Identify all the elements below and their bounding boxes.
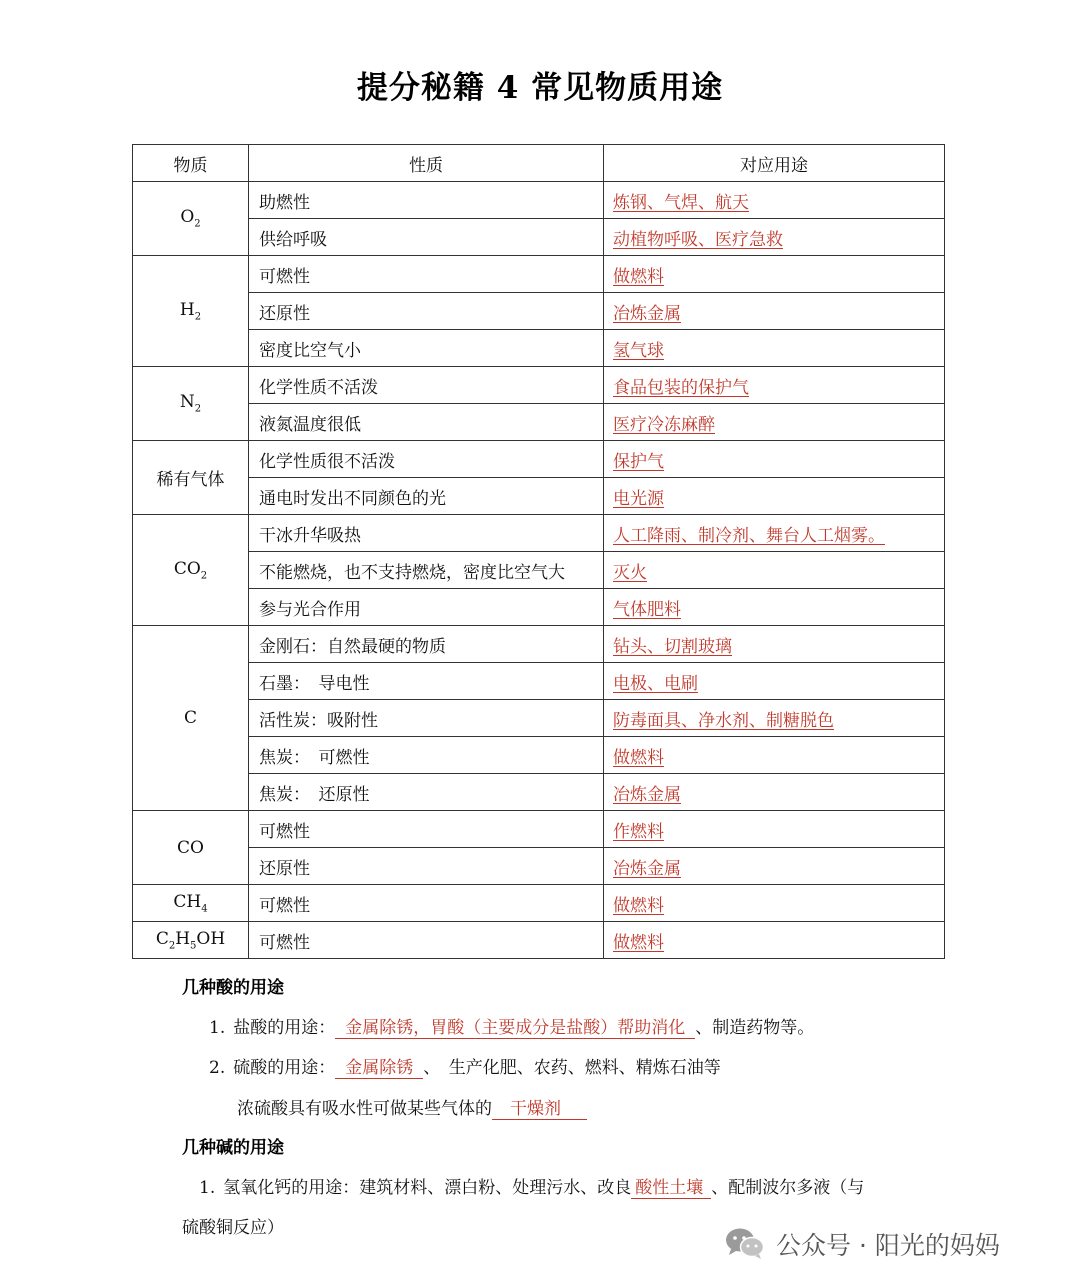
- table-row: [133, 589, 945, 626]
- property-cell: 供给呼吸: [249, 219, 604, 256]
- base-item-1: [199, 1173, 864, 1199]
- property-cell: 焦炭： 可燃性: [249, 737, 604, 774]
- use-cell: [604, 811, 945, 848]
- property-cell: 参与光合作用: [249, 589, 604, 626]
- use-cell: [604, 478, 945, 515]
- property-cell: 化学性质很不活泼: [249, 441, 604, 478]
- table-row: [133, 626, 945, 663]
- substance-cell: 稀有气体: [133, 441, 249, 515]
- substance-cell: CO: [133, 811, 249, 885]
- substance-usage-table: [132, 144, 945, 959]
- use-answer: 做燃料: [613, 895, 664, 916]
- acid-item-2-prefix: 硫酸的用途：: [233, 1058, 336, 1078]
- base-item-1-continued: 硫酸铜反应）: [182, 1218, 284, 1238]
- property-cell: 石墨： 导电性: [249, 663, 604, 700]
- use-answer: 做燃料: [613, 932, 664, 953]
- use-cell: [604, 663, 945, 700]
- table-row: [133, 811, 945, 848]
- acid-item-2: [209, 1053, 721, 1079]
- property-cell: 干冰升华吸热: [249, 515, 604, 552]
- property-cell: 液氮温度很低: [249, 404, 604, 441]
- acid-item-1: [209, 1013, 814, 1039]
- table-row: [133, 922, 945, 959]
- use-answer: 氢气球: [613, 340, 664, 361]
- table-row: [133, 737, 945, 774]
- use-cell: [604, 922, 945, 959]
- acid-item-2-answer: 金属除锈: [335, 1058, 423, 1079]
- acid-item-3-prefix: 浓硫酸具有吸水性可做某些气体的: [237, 1099, 492, 1119]
- bases-heading: 几种碱的用途: [182, 1138, 284, 1158]
- table-row: [133, 774, 945, 811]
- use-cell: [604, 404, 945, 441]
- use-cell: [604, 330, 945, 367]
- use-answer: 保护气: [613, 451, 664, 472]
- use-cell: [604, 626, 945, 663]
- property-cell: 金刚石：自然最硬的物质: [249, 626, 604, 663]
- property-cell: 可燃性: [249, 256, 604, 293]
- use-answer: 人工降雨、制冷剂、舞台人工烟雾。: [613, 525, 885, 546]
- table-row: [133, 256, 945, 293]
- table-row: [133, 885, 945, 922]
- use-cell: [604, 700, 945, 737]
- use-answer: 灭火: [613, 562, 647, 583]
- base-item-1-answer: 酸性土壤: [631, 1178, 711, 1199]
- acid-item-1-answer: 金属除锈，胃酸（主要成分是盐酸）帮助消化: [335, 1018, 695, 1039]
- property-cell: 还原性: [249, 848, 604, 885]
- wechat-icon: [724, 1226, 766, 1262]
- table-row: [133, 848, 945, 885]
- table-header-row: [133, 145, 945, 182]
- property-cell: 可燃性: [249, 811, 604, 848]
- property-cell: 化学性质不活泼: [249, 367, 604, 404]
- property-cell: 助燃性: [249, 182, 604, 219]
- header-use: 对应用途: [604, 145, 945, 182]
- substance-cell: $C_2H_5OH$: [133, 922, 249, 959]
- substance-cell: $O_2$: [133, 182, 249, 256]
- property-cell: 密度比空气小: [249, 330, 604, 367]
- watermark: [724, 1224, 1000, 1264]
- use-cell: [604, 552, 945, 589]
- property-cell: 焦炭： 还原性: [249, 774, 604, 811]
- use-cell: [604, 293, 945, 330]
- use-answer: 医疗冷冻麻醉: [613, 414, 715, 435]
- acid-item-1-prefix: 盐酸的用途：: [233, 1018, 336, 1038]
- substance-cell: $H_2$: [133, 256, 249, 367]
- use-cell: [604, 589, 945, 626]
- header-property: 性质: [249, 145, 604, 182]
- table-row: [133, 441, 945, 478]
- table-row: [133, 219, 945, 256]
- table-row: [133, 404, 945, 441]
- use-answer: 动植物呼吸、医疗急救: [613, 229, 783, 250]
- use-cell: [604, 737, 945, 774]
- table-row: [133, 700, 945, 737]
- use-answer: 电光源: [613, 488, 664, 509]
- acid-item-3: [237, 1094, 587, 1120]
- substance-cell: C: [133, 626, 249, 811]
- use-cell: [604, 441, 945, 478]
- use-answer: 防毒面具、净水剂、制糖脱色: [613, 710, 834, 731]
- table-row: [133, 367, 945, 404]
- use-answer: 炼钢、气焊、航天: [613, 192, 749, 213]
- property-cell: 可燃性: [249, 885, 604, 922]
- base-item-1-number: 1.: [199, 1178, 216, 1198]
- use-cell: [604, 774, 945, 811]
- use-answer: 冶炼金属: [613, 784, 681, 805]
- use-answer: 电极、电刷: [613, 673, 698, 694]
- use-cell: [604, 885, 945, 922]
- base-item-1-suffix: 、配制波尔多液（与: [711, 1178, 865, 1198]
- use-cell: [604, 515, 945, 552]
- use-cell: [604, 182, 945, 219]
- acid-item-1-number: 1.: [209, 1018, 226, 1038]
- use-answer: 冶炼金属: [613, 858, 681, 879]
- table-row: [133, 663, 945, 700]
- acid-item-2-number: 2.: [209, 1058, 226, 1078]
- substance-cell: $CO_2$: [133, 515, 249, 626]
- substance-cell: $CH_4$: [133, 885, 249, 922]
- use-answer: 冶炼金属: [613, 303, 681, 324]
- header-substance: 物质: [133, 145, 249, 182]
- property-cell: 可燃性: [249, 922, 604, 959]
- acids-heading: 几种酸的用途: [182, 978, 284, 998]
- acid-item-2-suffix: 、 生产化肥、农药、燃料、精炼石油等: [423, 1058, 721, 1078]
- watermark-text: 公众号 · 阳光的妈妈: [776, 1231, 1000, 1260]
- use-cell: [604, 219, 945, 256]
- use-cell: [604, 848, 945, 885]
- base-item-1-prefix: 氢氧化钙的用途：建筑材料、漂白粉、处理污水、改良: [223, 1178, 632, 1198]
- use-answer: 气体肥料: [613, 599, 681, 620]
- use-cell: [604, 367, 945, 404]
- use-answer: 做燃料: [613, 266, 664, 287]
- use-answer: 食品包装的保护气: [613, 377, 749, 398]
- use-answer: 钻头、切割玻璃: [613, 636, 732, 657]
- page-title: 提分秘籍 4 常见物质用途: [356, 70, 724, 106]
- table-body: [133, 182, 945, 959]
- table-row: [133, 182, 945, 219]
- table-row: [133, 552, 945, 589]
- acid-item-3-answer: 干燥剂: [492, 1099, 587, 1120]
- use-answer: 作燃料: [613, 821, 664, 842]
- table-row: [133, 330, 945, 367]
- table-row: [133, 515, 945, 552]
- use-answer: 做燃料: [613, 747, 664, 768]
- table-row: [133, 478, 945, 515]
- acid-item-1-suffix: 、制造药物等。: [695, 1018, 815, 1038]
- table-row: [133, 293, 945, 330]
- property-cell: 不能燃烧，也不支持燃烧，密度比空气大: [249, 552, 604, 589]
- property-cell: 还原性: [249, 293, 604, 330]
- use-cell: [604, 256, 945, 293]
- substance-cell: $N_2$: [133, 367, 249, 441]
- property-cell: 活性炭：吸附性: [249, 700, 604, 737]
- property-cell: 通电时发出不同颜色的光: [249, 478, 604, 515]
